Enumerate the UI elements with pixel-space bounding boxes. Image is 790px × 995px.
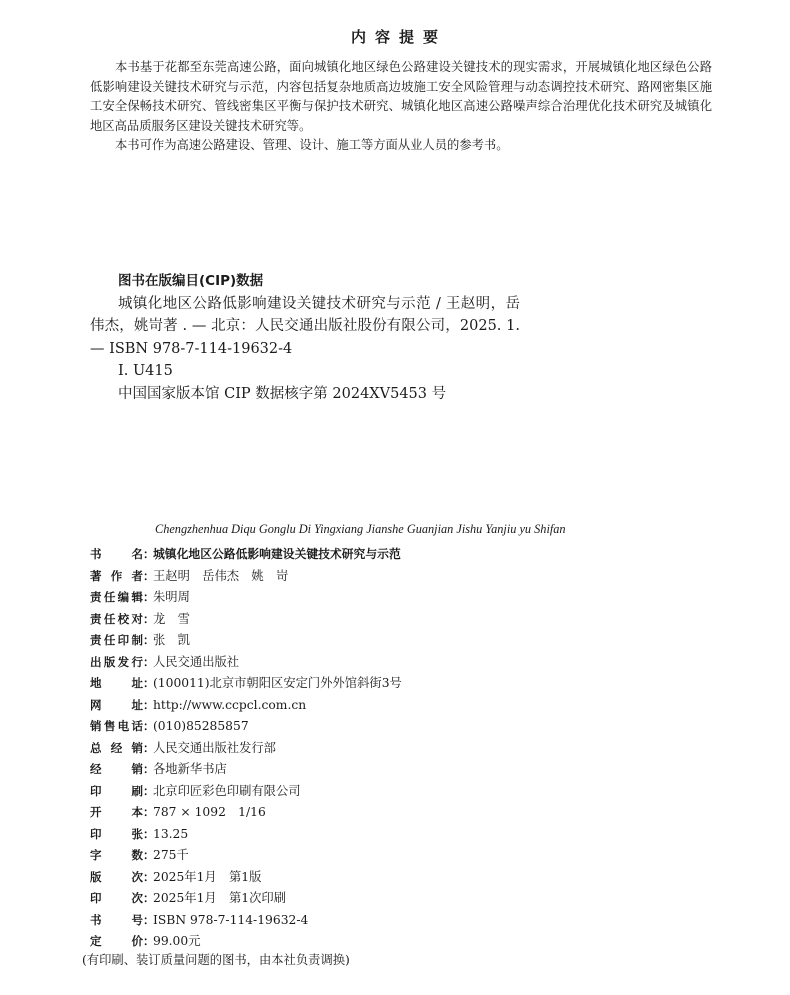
meta-value: 人民交通出版社发行部: [153, 740, 276, 755]
meta-row: [90, 630, 740, 652]
meta-value: 朱明周: [153, 590, 190, 604]
meta-value: 2025年1月 第1版: [153, 869, 262, 884]
meta-colon: ：: [143, 547, 155, 561]
meta-value: 张 凯: [153, 633, 190, 647]
meta-value: 787 × 1092 1/16: [153, 805, 266, 819]
meta-colon: ：: [143, 762, 155, 776]
meta-label: 责任编辑: [90, 590, 143, 604]
meta-colon: ：: [143, 568, 155, 583]
meta-value: 13.25: [153, 826, 189, 841]
meta-colon: ：: [143, 611, 155, 626]
meta-colon: ：: [143, 826, 155, 841]
meta-colon: ：: [143, 590, 155, 604]
meta-row: [90, 867, 740, 889]
meta-colon: ：: [143, 654, 155, 669]
meta-colon: ：: [143, 633, 155, 647]
meta-colon: ：: [143, 719, 155, 733]
meta-value: 2025年1月 第1次印刷: [153, 891, 287, 905]
meta-row: [90, 845, 740, 867]
meta-value: 北京印匠彩色印刷有限公司: [153, 783, 301, 798]
meta-label: 地址: [90, 676, 143, 690]
meta-row: [90, 544, 740, 566]
cip-entry: 城镇化地区公路低影响建设关键技术研究与示范 / 王赵明，岳伟杰，姚岢著 . — 北京：人民交通出版社股份有限公司，2025. 1. — ISBN 978-7-114-19632-4: [90, 295, 520, 357]
meta-label: 印刷: [90, 783, 143, 798]
meta-label: 销售电话: [90, 719, 143, 733]
summary-paragraph: 本书可作为高速公路建设、管理、设计、施工等方面从业人员的参考书。: [115, 138, 509, 152]
cip-heading: 图书在版编目(CIP)数据: [118, 273, 264, 289]
meta-row: [90, 802, 740, 824]
meta-value: http://www.ccpcl.com.cn: [153, 697, 307, 712]
meta-label: 总经销: [90, 740, 143, 755]
meta-label: 责任校对: [90, 611, 143, 626]
meta-row: [90, 888, 740, 910]
meta-colon: ：: [143, 848, 155, 862]
meta-colon: ：: [143, 740, 155, 755]
meta-row: [90, 824, 740, 846]
meta-label: 字数: [90, 848, 143, 862]
meta-colon: ：: [143, 869, 155, 884]
meta-value: 龙 雪: [153, 611, 190, 626]
meta-value: 99.00元: [153, 934, 201, 948]
meta-colon: ：: [143, 934, 155, 948]
meta-row: [90, 738, 740, 760]
summary-body: [90, 58, 712, 156]
meta-colon: ：: [143, 676, 155, 690]
meta-row: [90, 587, 740, 609]
meta-row: [90, 695, 740, 717]
meta-value: 王赵明 岳伟杰 姚 岢: [153, 568, 289, 583]
meta-value: 275千: [153, 848, 189, 862]
meta-label: 网址: [90, 697, 143, 712]
summary-title: 内容提要: [350, 28, 447, 46]
meta-colon: ：: [143, 805, 155, 819]
cip-classification: Ⅰ. U415: [118, 363, 173, 379]
meta-label: 经销: [90, 762, 143, 776]
meta-colon: ：: [143, 783, 155, 798]
meta-colon: ：: [143, 697, 155, 712]
meta-row: [90, 781, 740, 803]
meta-label: 版次: [90, 869, 143, 884]
meta-label: 书号: [90, 912, 143, 927]
meta-row: [90, 759, 740, 781]
meta-colon: ：: [143, 912, 155, 927]
meta-value: 城镇化地区公路低影响建设关键技术研究与示范: [153, 547, 401, 561]
cip-record-number: 中国国家版本馆 CIP 数据核字第 2024XV5453 号: [118, 385, 447, 402]
meta-value: 人民交通出版社: [153, 654, 240, 669]
meta-label: 出版发行: [90, 654, 143, 669]
meta-row: [90, 673, 740, 695]
meta-value: ISBN 978-7-114-19632-4: [153, 912, 309, 927]
meta-colon: ：: [143, 891, 155, 905]
footer-note: (有印刷、装订质量问题的图书，由本社负责调换): [82, 953, 350, 967]
meta-value: (100011)北京市朝阳区安定门外外馆斜街3号: [153, 676, 402, 690]
meta-row: [90, 652, 740, 674]
meta-row: [90, 716, 740, 738]
meta-value: 各地新华书店: [153, 762, 227, 776]
cip-data-block: [90, 270, 520, 405]
meta-label: 著作者: [90, 568, 143, 583]
meta-row: [90, 910, 740, 932]
meta-label: 定价: [90, 934, 143, 948]
summary-paragraph: 本书基于花都至东莞高速公路，面向城镇化地区绿色公路建设关键技术的现实需求，开展城镇化地区绿色公路低影响建设关键技术研究与示范，内容包括复杂地质高边坡施工安全风险管理与动态调控技术研究、路网密集区施工安全保畅技术研究、管线密集区平衡与保护技术研究、城镇化地区高速公路噪声综合治理优化技术研究及城镇化地区高品质服务区建设关键技术研究等。: [90, 60, 712, 133]
publication-info-list: [90, 544, 740, 953]
meta-value: (010)85285857: [153, 719, 249, 733]
meta-row: [90, 609, 740, 631]
meta-label: 书名: [90, 547, 143, 561]
meta-label: 印张: [90, 826, 143, 841]
pinyin-title: Chengzhenhua Diqu Gonglu Di Yingxiang Jianshe Guanjian Jishu Yanjiu yu Shifan: [155, 522, 566, 536]
meta-label: 责任印制: [90, 633, 143, 647]
meta-label: 印次: [90, 891, 143, 905]
meta-row: [90, 566, 740, 588]
meta-label: 开本: [90, 805, 143, 819]
